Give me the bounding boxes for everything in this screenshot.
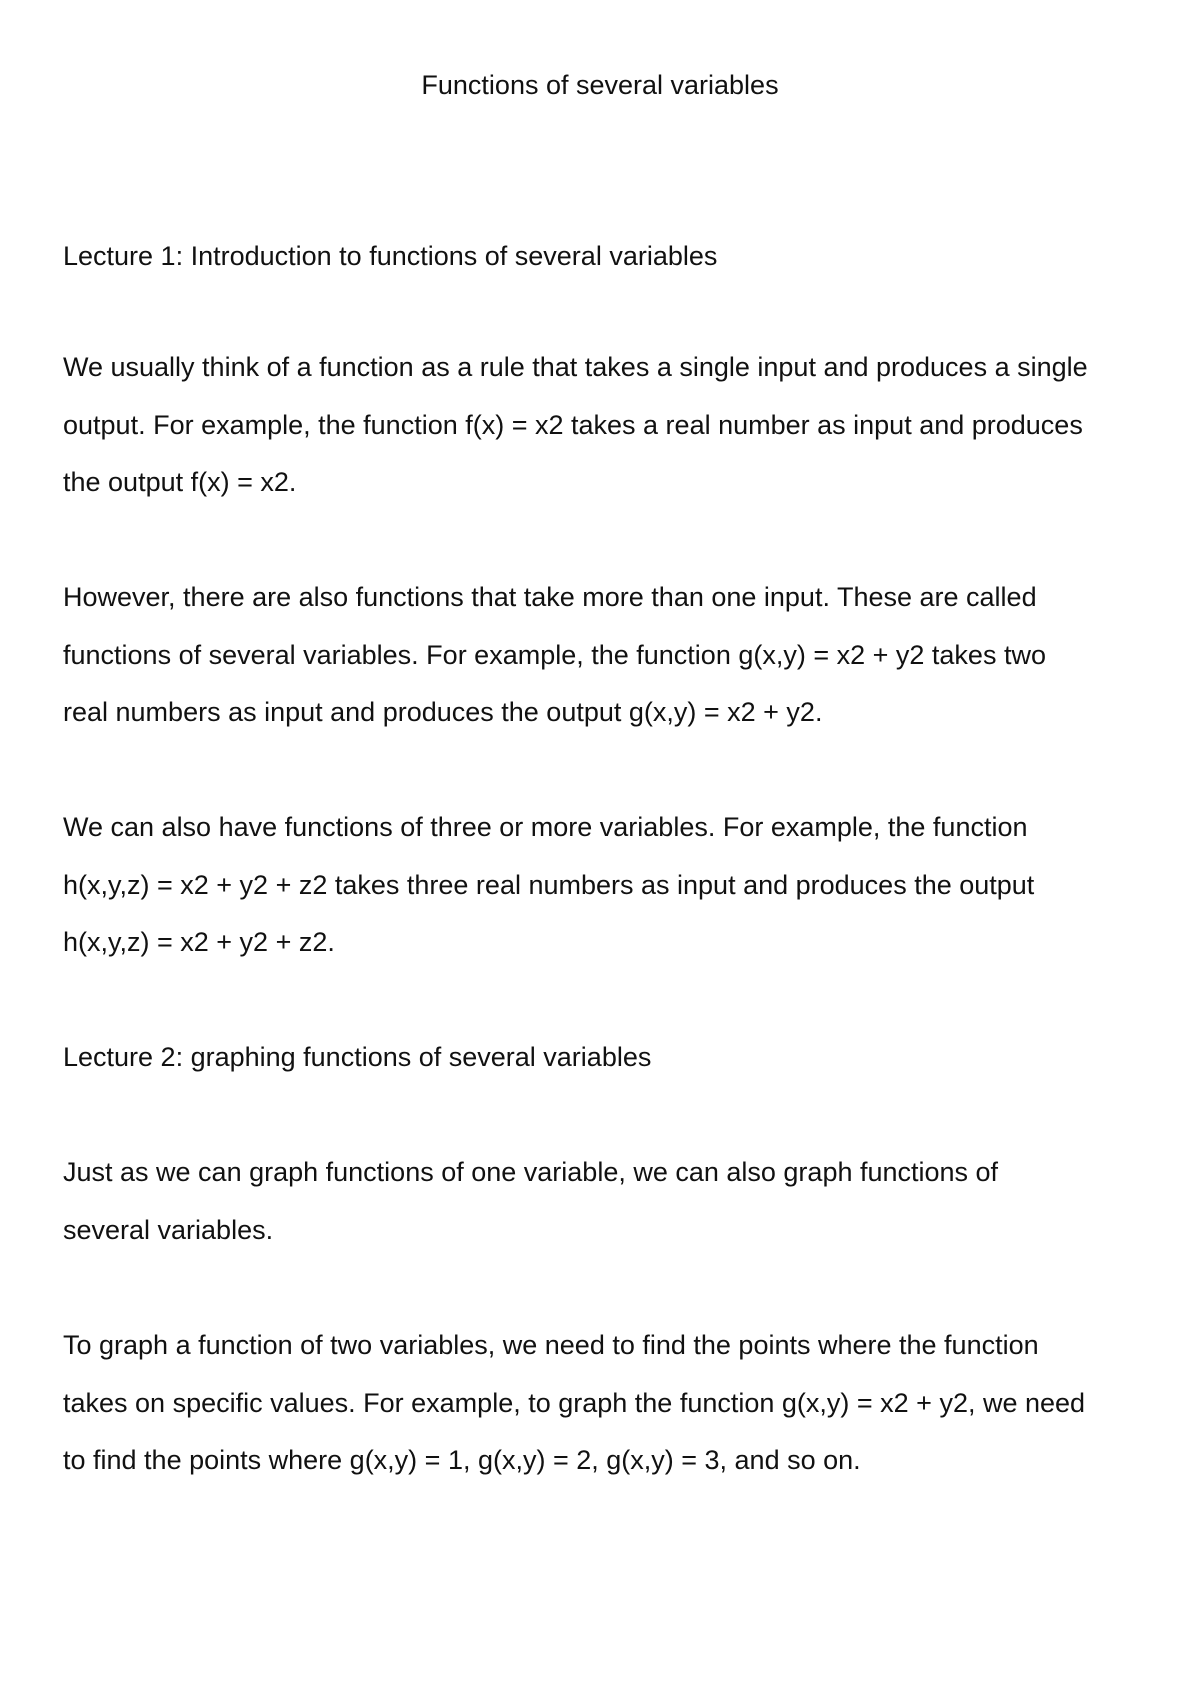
paragraph-line: h(x,y,z) = x2 + y2 + z2 takes three real numbers as input and produces the output [63,869,1035,900]
paragraph-line: the output f(x) = x2. [63,467,297,497]
lecture-1-paragraph-1 [63,339,1148,512]
lecture-2-heading: Lecture 2: graphing functions of several variables [63,1042,652,1072]
paragraph-line: h(x,y,z) = x2 + y2 + z2. [63,927,335,957]
lecture-1-heading: Lecture 1: Introduction to functions of several variables [63,241,718,271]
paragraph-line: to find the points where g(x,y) = 1, g(x,y) = 2, g(x,y) = 3, and so on. [63,1445,861,1475]
lecture-1-paragraph-2 [63,569,1148,742]
paragraph-line: To graph a function of two variables, we need to find the points where the function [63,1330,1039,1360]
paragraph-line: We usually think of a function as a rule that takes a single input and produces a single [63,352,1088,382]
lecture-2-paragraph-2 [63,1317,1148,1490]
paragraph-line: output. For example, the function f(x) = x2 takes a real number as input and produces [63,409,1083,440]
paragraph-line: real numbers as input and produces the output g(x,y) = x2 + y2. [63,697,823,727]
paragraph-line: However, there are also functions that take more than one input. These are called [63,582,1037,612]
lecture-1-paragraph-3 [63,799,1148,972]
document-title: Functions of several variables [421,70,779,100]
paragraph-line: takes on specific values. For example, to graph the function g(x,y) = x2 + y2, we need [63,1387,1086,1418]
paragraph-line: functions of several variables. For example, the function g(x,y) = x2 + y2 takes two [63,639,1046,670]
lecture-2-paragraph-1 [63,1144,1148,1259]
paragraph-line: Just as we can graph functions of one variable, we can also graph functions of [63,1157,999,1187]
paragraph-line: several variables. [63,1214,274,1245]
paragraph-line: We can also have functions of three or more variables. For example, the function [63,812,1028,842]
